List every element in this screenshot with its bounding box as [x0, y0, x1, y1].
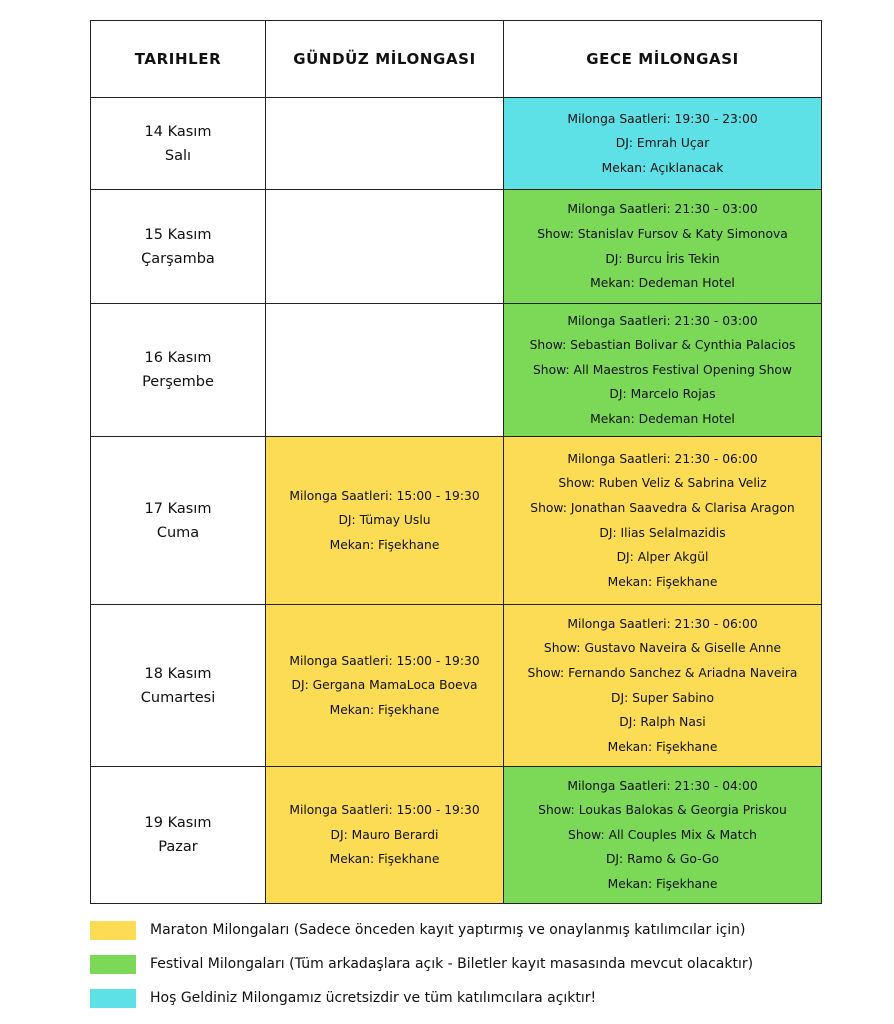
schedule-line: Milonga Saatleri: 15:00 - 19:30 [289, 803, 480, 818]
schedule-line: Mekan: Fişekhane [329, 537, 440, 552]
weekday-label: Cumartesi [140, 689, 216, 706]
weekday-label: Cuma [156, 524, 200, 541]
date-cell [91, 98, 266, 190]
schedule-line: DJ: Alper Akgül [616, 550, 709, 565]
night-milonga-cell [504, 767, 822, 904]
schedule-line: Show: Fernando Sanchez & Ariadna Naveira [527, 665, 798, 680]
date-label: 16 Kasım [144, 350, 212, 366]
legend-swatch-green [90, 955, 136, 974]
header-day-milonga: GÜNDÜZ MİLONGASI [266, 21, 504, 98]
schedule-line: Mekan: Dedeman Hotel [590, 276, 735, 291]
schedule-line: Show: Ruben Veliz & Sabrina Veliz [558, 476, 767, 491]
date-label: 19 Kasım [144, 815, 212, 831]
day-milonga-cell-empty [266, 304, 504, 437]
schedule-line: Mekan: Açıklanacak [601, 160, 724, 175]
schedule-line: Milonga Saatleri: 21:30 - 03:00 [567, 202, 758, 217]
schedule-line: Show: Jonathan Saavedra & Clarisa Aragon [530, 500, 795, 515]
schedule-line: DJ: Gergana MamaLoca Boeva [291, 678, 478, 693]
legend-swatch-cyan [90, 989, 136, 1008]
legend-swatch-yellow [90, 921, 136, 940]
schedule-line: Show: All Maestros Festival Opening Show [533, 362, 792, 377]
schedule-line: Show: Gustavo Naveira & Giselle Anne [543, 641, 782, 656]
legend-text: Hoş Geldiniz Milongamız ücretsizdir ve tüm katılımcılara açıktır! [150, 990, 597, 1006]
weekday-label: Pazar [158, 839, 198, 855]
schedule-line: Mekan: Fişekhane [607, 876, 718, 891]
schedule-line: Mekan: Fişekhane [607, 739, 718, 754]
header-row [91, 21, 822, 98]
schedule-line: DJ: Super Sabino [611, 690, 714, 705]
schedule-line: Mekan: Fişekhane [329, 852, 440, 867]
schedule-line: Milonga Saatleri: 21:30 - 06:00 [567, 616, 758, 631]
header-night-milonga: GECE MİLONGASI [504, 21, 822, 98]
night-milonga-cell [504, 190, 822, 304]
schedule-line: DJ: Ramo & Go-Go [605, 852, 720, 867]
schedule-line: DJ: Mauro Berardi [330, 827, 439, 842]
weekday-label: Perşembe [142, 374, 214, 390]
night-milonga-cell [504, 605, 822, 767]
schedule-line: Milonga Saatleri: 15:00 - 19:30 [289, 488, 480, 503]
day-milonga-cell [266, 437, 504, 605]
schedule-line: DJ: Marcelo Rojas [609, 387, 716, 402]
weekday-label: Çarşamba [141, 250, 215, 267]
schedule-line: Show: All Couples Mix & Match [568, 827, 757, 842]
date-cell [91, 190, 266, 304]
schedule-line: DJ: Burcu İris Tekin [605, 251, 720, 266]
date-cell [91, 304, 266, 437]
table-row [91, 767, 822, 904]
header-dates: TARIHLER [91, 21, 266, 98]
night-milonga-cell [504, 98, 822, 190]
night-milonga-cell [504, 437, 822, 605]
legend-text: Festival Milongaları (Tüm arkadaşlara açık - Biletler kayıt masasında mevcut olacaktır) [150, 956, 754, 972]
schedule-line: Milonga Saatleri: 21:30 - 04:00 [567, 778, 758, 793]
schedule-line: Milonga Saatleri: 21:30 - 03:00 [567, 313, 758, 328]
table-row [91, 190, 822, 304]
day-milonga-cell [266, 767, 504, 904]
date-cell [91, 605, 266, 767]
date-label: 18 Kasım [144, 665, 212, 682]
legend-text: Maraton Milongaları (Sadece önceden kayıt yaptırmış ve onaylanmış katılımcılar için) [150, 922, 746, 938]
date-label: 17 Kasım [144, 500, 212, 517]
date-cell [91, 767, 266, 904]
schedule-line: Mekan: Dedeman Hotel [590, 411, 735, 426]
legend-item-festival [90, 947, 870, 981]
schedule-line: Mekan: Fişekhane [329, 702, 440, 717]
legend [90, 913, 870, 1015]
schedule-table [90, 20, 822, 904]
day-milonga-cell-empty [266, 190, 504, 304]
legend-item-welcome [90, 981, 870, 1015]
schedule-line: Milonga Saatleri: 19:30 - 23:00 [567, 111, 758, 126]
schedule-line: DJ: Emrah Uçar [615, 136, 710, 151]
schedule-line: DJ: Ralph Nasi [619, 715, 706, 730]
date-cell [91, 437, 266, 605]
date-label: 15 Kasım [144, 226, 212, 243]
schedule-line: Milonga Saatleri: 21:30 - 06:00 [567, 451, 758, 466]
day-milonga-cell [266, 605, 504, 767]
table-row [91, 437, 822, 605]
schedule-line: Mekan: Fişekhane [607, 574, 718, 589]
day-milonga-cell-empty [266, 98, 504, 190]
schedule-line: DJ: Ilias Selalmazidis [599, 525, 726, 540]
schedule-line: Show: Stanislav Fursov & Katy Simonova [537, 226, 788, 241]
schedule-line: Show: Loukas Balokas & Georgia Priskou [538, 803, 787, 818]
weekday-label: Salı [164, 147, 192, 164]
table-row [91, 304, 822, 437]
schedule-line: Milonga Saatleri: 15:00 - 19:30 [289, 653, 480, 668]
legend-item-marathon [90, 913, 870, 947]
table-row [91, 98, 822, 190]
schedule-line: DJ: Tümay Uslu [338, 513, 431, 528]
table-row [91, 605, 822, 767]
schedule-line: Show: Sebastian Bolivar & Cynthia Palacios [529, 338, 796, 353]
night-milonga-cell [504, 304, 822, 437]
date-label: 14 Kasım [144, 123, 212, 140]
